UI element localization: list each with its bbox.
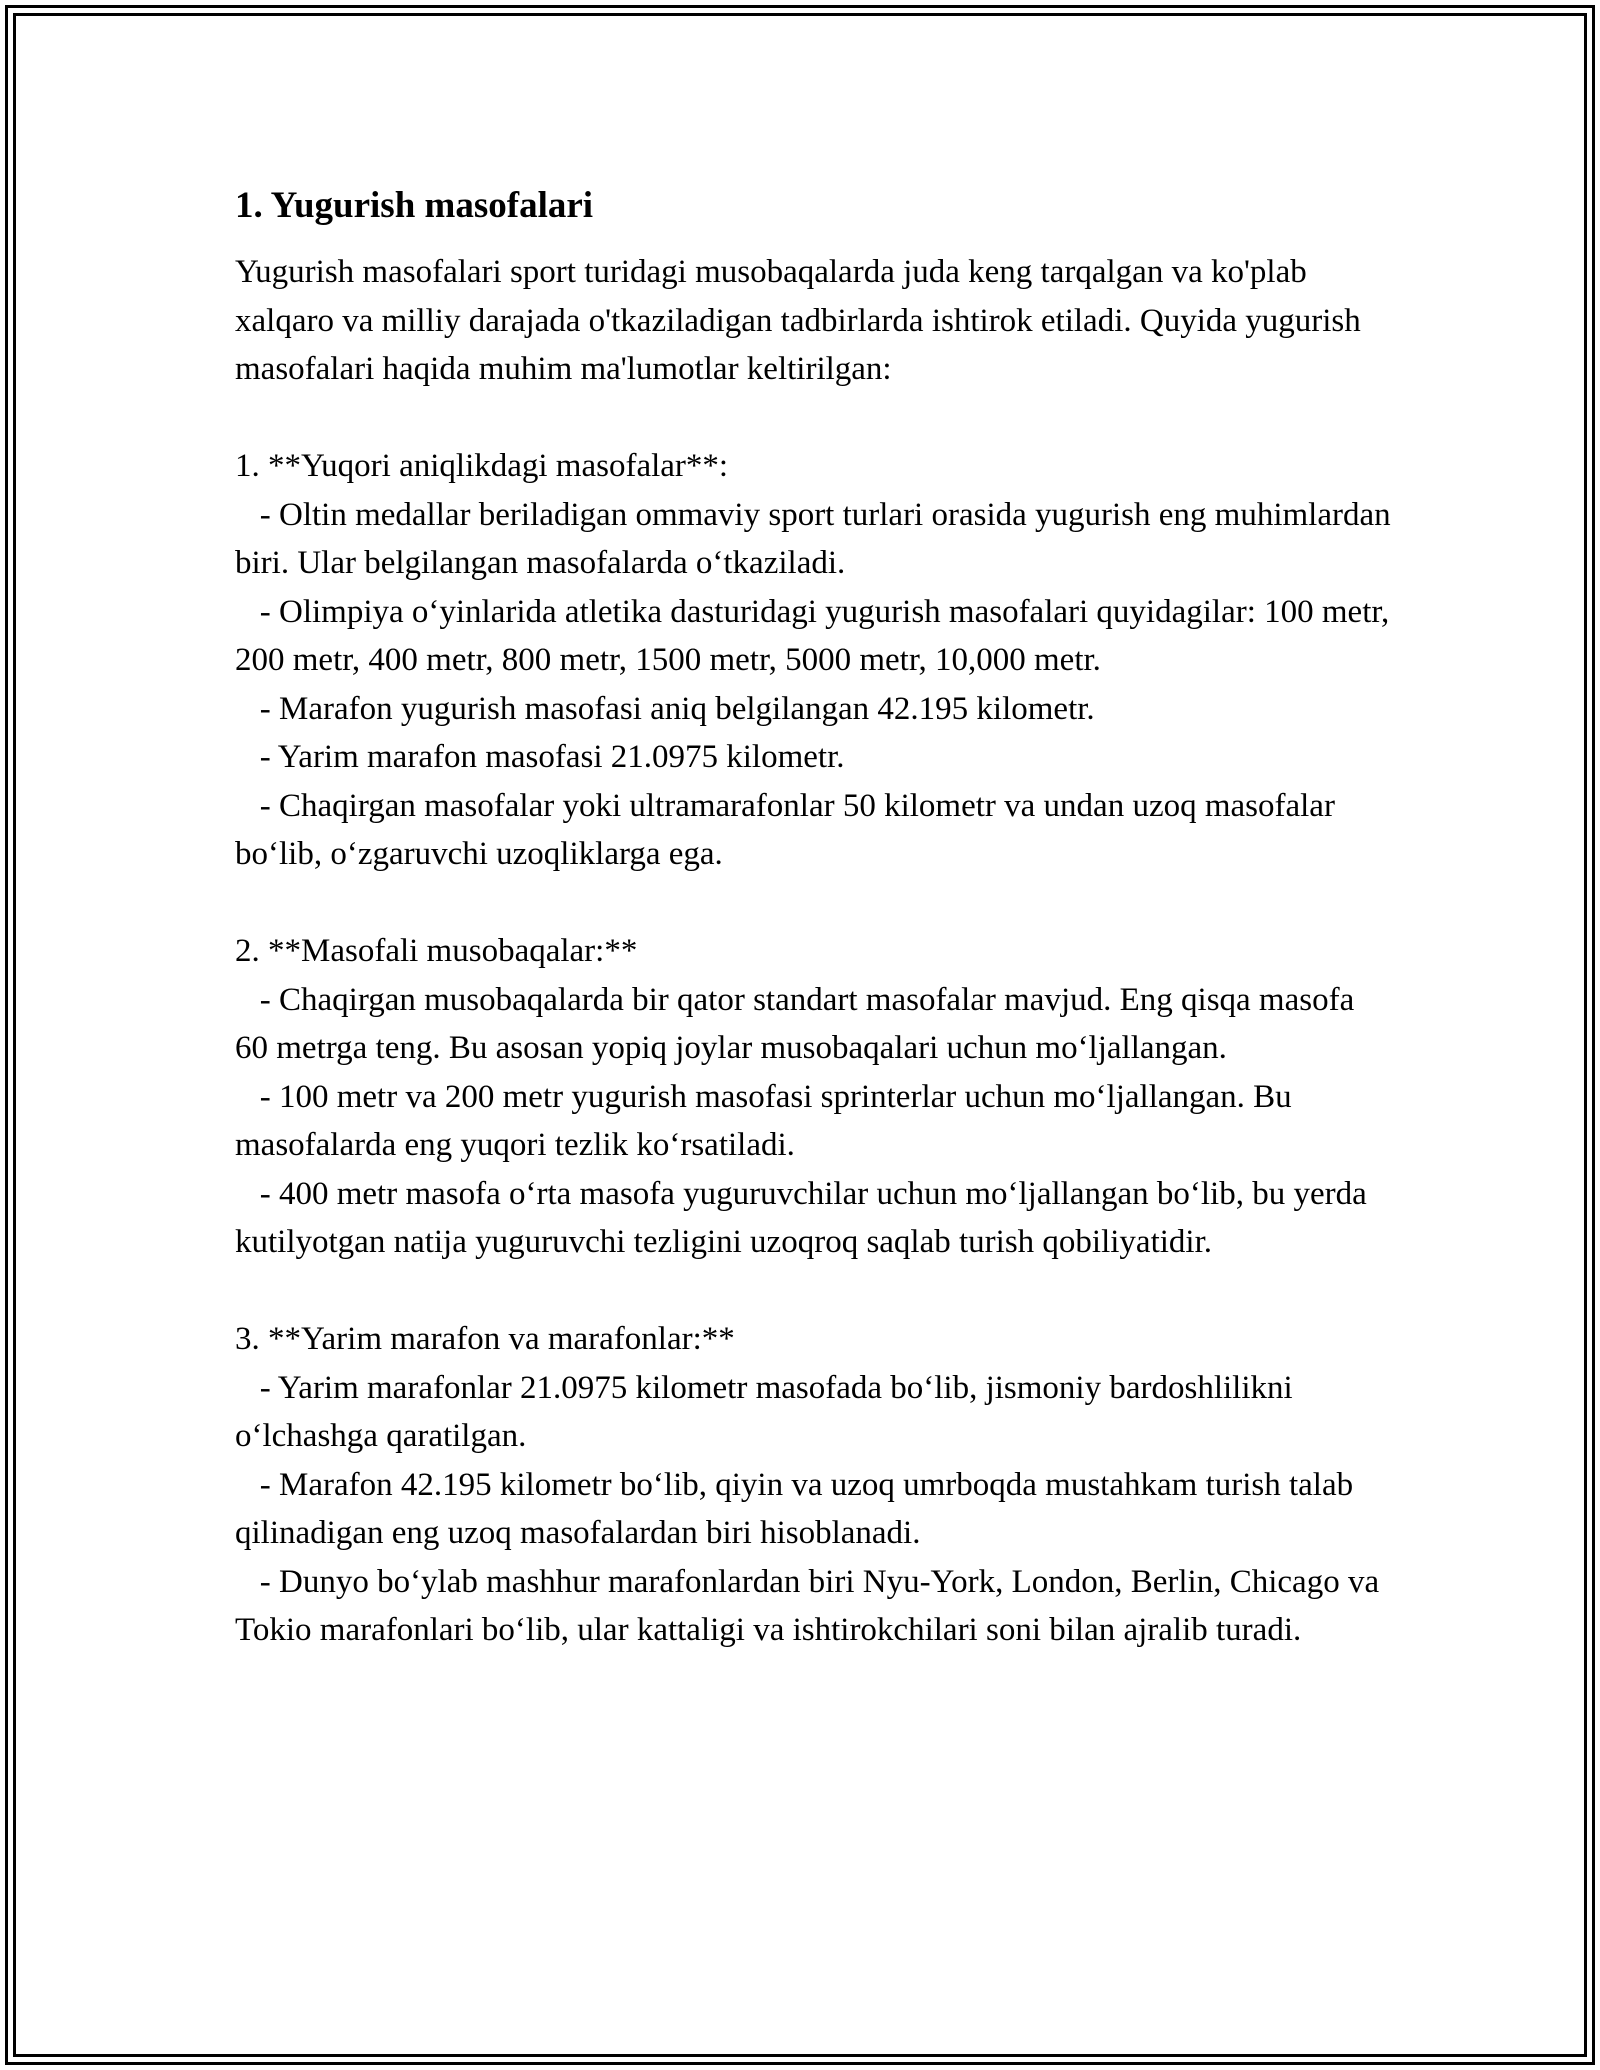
document-body — [235, 180, 1399, 1655]
list-item: - Yarim marafon masofasi 21.0975 kilometr. — [235, 739, 845, 775]
list-item: - Marafon yugurish masofasi aniq belgilangan 42.195 kilometr. — [235, 690, 1095, 727]
list-item: - Oltin medallar beriladigan ommaviy sport turlari orasida yugurish eng muhimlardan biri. Ular belgilangan masofalarda o‘tkaziladi. — [235, 496, 1399, 581]
intro-paragraph: Yugurish masofalari sport turidagi musobaqalarda juda keng tarqalgan va ko'plab xalqaro va milliy darajada o'tkaziladigan tadbirlarda ishtirok etiladi. Quyida yugurish masofalari haqida muhim ma'lumotlar keltirilgan: — [235, 254, 1370, 387]
list-item: - Marafon 42.195 kilometr bo‘lib, qiyin va uzoq umrboqda mustahkam turish talab qilinadigan eng uzoq masofalardan biri hisoblanadi. — [235, 1466, 1362, 1551]
list-item: - Yarim marafonlar 21.0975 kilometr masofada bo‘lib, jismoniy bardoshlilikni o‘lchashga qaratilgan. — [235, 1369, 1301, 1454]
list-item: - Chaqirgan musobaqalarda bir qator standart masofalar mavjud. Eng qisqa masofa 60 metrga teng. Bu asosan yopiq joylar musobaqalari uchun mo‘ljallangan. — [235, 981, 1363, 1066]
paragraph-spacer — [235, 394, 1395, 443]
section-marathons — [235, 1315, 1395, 1655]
section-accurate-distances — [235, 442, 1399, 879]
list-item: - 400 metr masofa o‘rta masofa yuguruvchilar uchun mo‘ljallangan bo‘lib, bu yerda kutilyotgan natija yuguruvchi tezligini uzoqroq saqlab turish qobiliyatidir. — [235, 1175, 1375, 1260]
list-item: - Olimpiya o‘yinlarida atletika dasturidagi yugurish masofalari quyidagilar: 100 metr, 200 metr, 400 metr, 800 metr, 1500 metr, 5000 metr, 10,000 metr. — [235, 593, 1398, 678]
section-heading: 2. **Masofali musobaqalar:** — [235, 933, 638, 969]
list-item: - Chaqirgan masofalar yoki ultramarafonlar 50 kilometr va undan uzoq masofalar bo‘lib, o‘zgaruvchi uzoqliklarga ega. — [235, 787, 1344, 872]
document-title: 1. Yugurish masofalari — [235, 185, 594, 226]
paragraph-spacer — [235, 879, 1395, 928]
list-item: - 100 metr va 200 metr yugurish masofasi sprinterlar uchun mo‘ljallangan. Bu masofalarda eng yuqori tezlik ko‘rsatiladi. — [235, 1078, 1300, 1163]
section-heading: 1. **Yuqori aniqlikdagi masofalar**: — [235, 448, 729, 484]
list-item: - Dunyo bo‘ylab mashhur marafonlardan biri Nyu-York, London, Berlin, Chicago va Tokio marafonlari bo‘lib, ular kattaligi va ishtirokchilari soni bilan ajralib turadi. — [235, 1563, 1387, 1648]
section-heading: 3. **Yarim marafon va marafonlar:** — [235, 1321, 735, 1357]
paragraph-spacer — [235, 1267, 1395, 1316]
section-distance-competitions — [235, 927, 1395, 1267]
